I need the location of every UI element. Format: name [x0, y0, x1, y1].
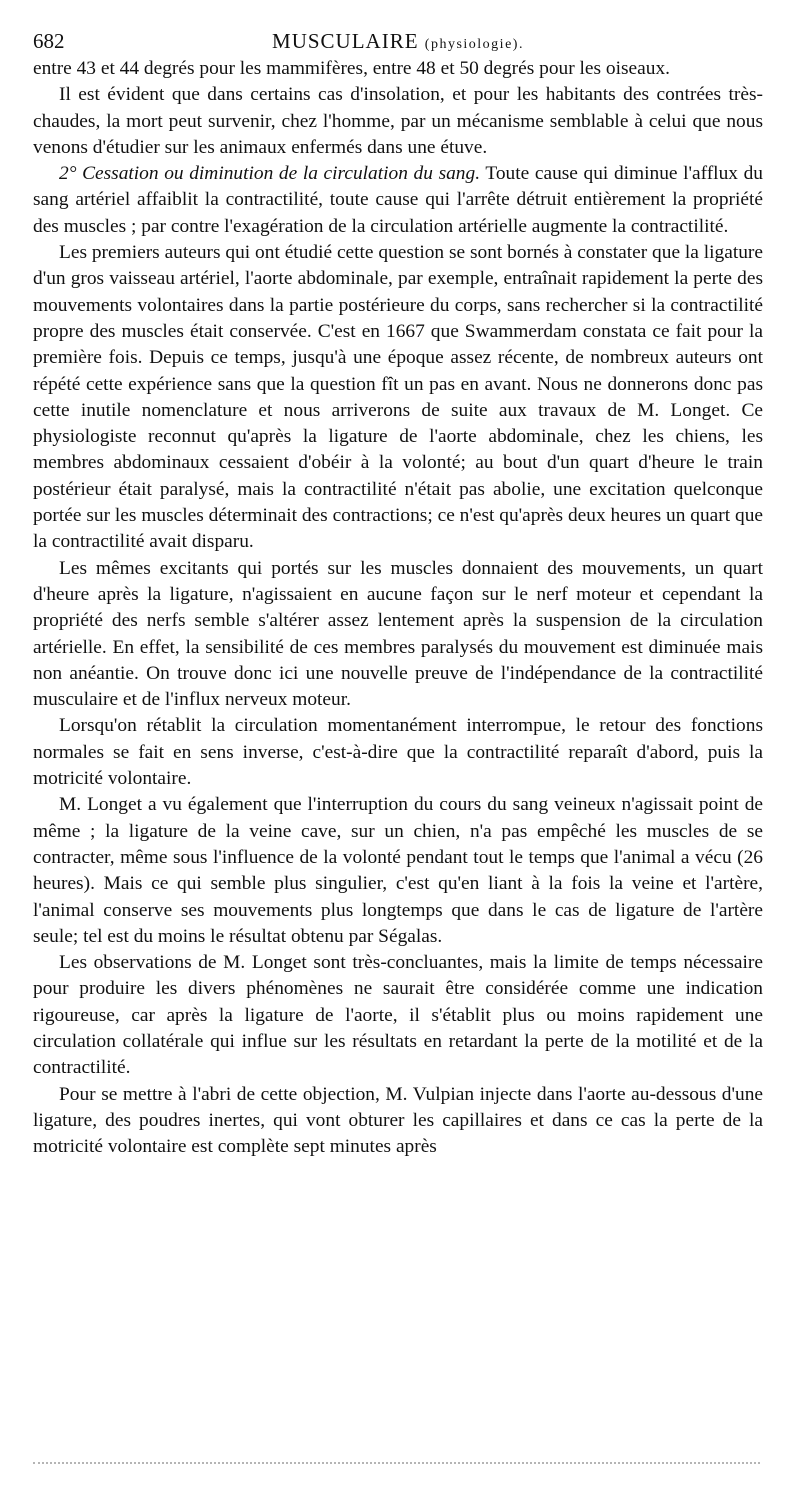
body-text — [33, 56, 763, 1160]
paragraph: Les premiers auteurs qui ont étudié cette question se sont bornés à constater que la ligature d'un gros vaisseau artériel, l'aorte abdominale, par exemple, entraînait rapidement la perte des mouvements volontaires dans la partie postérieure du corps, sans rechercher si la contractilité propre des muscles était conservée. C'est en 1667 que Swammerdam constata ce fait pour la première fois. Depuis ce temps, jusqu'à une époque assez récente, de nombreux auteurs ont répété cette expérience sans que la question fît un pas en avant. Nous ne donnerons donc pas cette inutile nomenclature et nous arriverons de suite aux travaux de M. Longet. Ce physiologiste reconnut qu'après la ligature de l'aorte abdominale, chez les chiens, les membres abdominaux cessaient d'obéir à la volonté; au bout d'un quart d'heure le train postérieur était paralysé, mais la contractilité n'était pas abolie, une excitation quelconque portée sur les muscles déterminait des contractions; ce n'est qu'après deux heures un quart que la contractilité avait disparu. — [33, 242, 763, 553]
paragraph-text: Toute cause qui diminue l'afflux du sang artériel affaiblit la contractilité, toute cause qui l'arrête détruit entièrement la propriété des muscles ; par contre l'exagération de la circulation artérielle augmente la contractilité. — [33, 163, 763, 237]
paragraph-with-heading — [33, 161, 763, 240]
paragraph: Les observations de M. Longet sont très-concluantes, mais la limite de temps nécessaire pour produire les divers phénomènes ne saurait être considérée comme une indication rigoureuse, car après la ligature de l'aorte, il s'établit plus ou moins rapidement une circulation collatérale qui influe sur les résultats en retardant la perte de la motilité et de la contractilité. — [33, 952, 763, 1079]
running-title-main: MUSCULAIRE — [272, 29, 419, 53]
page-number: 682 — [33, 29, 65, 53]
paragraph: Pour se mettre à l'abri de cette objection, M. Vulpian injecte dans l'aorte au-dessous d'une ligature, des poudres inertes, qui vont obturer les capillaires et dans ce cas la perte de la motricité volontaire est complète sept minutes après — [33, 1083, 763, 1158]
paragraph: M. Longet a vu également que l'interruption du cours du sang veineux n'agissait point de même ; la ligature de la veine cave, sur un chien, n'a pas empêché les muscles de se contracter, même sous l'influence de la volonté pendant tout le temps que l'animal a vécu (26 heures). Mais ce qui semble plus singulier, c'est qu'en liant à la fois la veine et l'artère, l'animal conserve ses mouvements plus longtemps que dans le cas de ligature de l'artère seule; tel est du moins le résultat obtenu par Ségalas. — [33, 794, 763, 947]
running-title-subtitle: (physiologie). — [424, 37, 524, 52]
paragraph: Il est évident que dans certains cas d'insolation, et pour les habitants des contrées très-chaudes, la mort peut survenir, chez l'homme, par un mécanisme semblable à celui que nous venons d'étudier sur les animaux enfermés dans une étuve. — [33, 84, 763, 158]
paragraph: Les mêmes excitants qui portés sur les muscles donnaient des mouvements, un quart d'heure après la ligature, n'agissaient en aucune façon sur le nerf moteur et cependant la propriété des nerfs semble s'altérer assez lentement après la suspension de la circulation artérielle. En effet, la sensibilité de ces membres paralysés du mouvement est diminuée mais non anéantie. On trouve donc ici une nouvelle preuve de l'indépendance de la contractilité musculaire et de l'influx nerveux moteur. — [33, 557, 763, 711]
paragraph: Lorsqu'on rétablit la circulation momentanément interrompue, le retour des fonctions normales se fait en sens inverse, c'est-à-dire que la contractilité reparaît d'abord, puis la motricité volontaire. — [33, 715, 763, 790]
book-page — [33, 26, 763, 1160]
footer-rule — [33, 1462, 760, 1468]
paragraph-continued: entre 43 et 44 degrés pour les mammifères, entre 48 et 50 degrés pour les oiseaux. — [33, 58, 670, 79]
page-header — [33, 26, 763, 56]
section-heading: 2° Cessation ou diminution de la circulation du sang. — [59, 163, 481, 185]
running-title — [33, 26, 763, 60]
